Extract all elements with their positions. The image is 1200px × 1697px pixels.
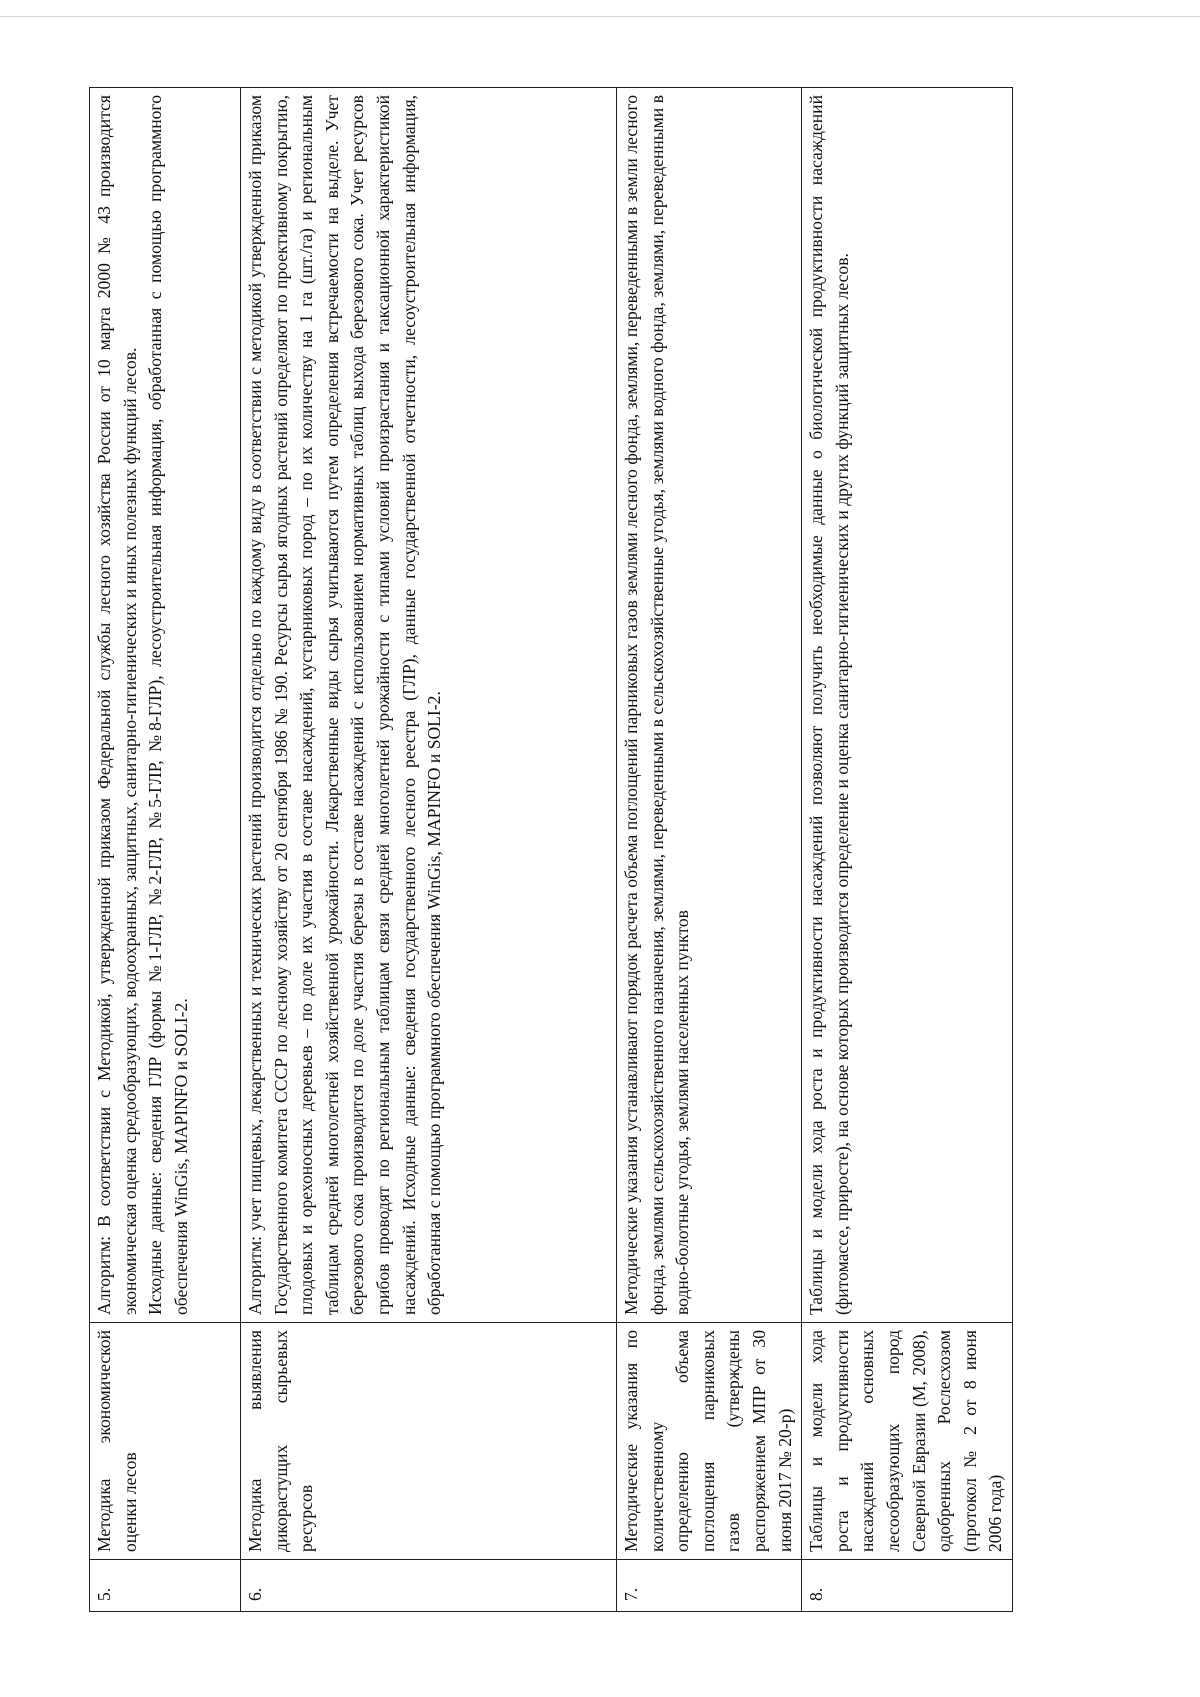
description-paragraph: Исходные данные: сведения ГЛР (формы №1-ГЛР, №2-ГЛР, №5-ГЛР, №8-ГЛР), лесоустроительная информация, обработанная с помощью программного обеспечения WinGis, MAPINFO и SOLI-2. — [145, 95, 191, 1315]
row-number: 7. — [617, 1560, 802, 1612]
table-row — [802, 88, 1013, 1612]
method-description — [241, 88, 617, 1323]
methods-table — [89, 87, 1119, 1612]
description-paragraph: Алгоритм: учет пищевых, лекарственных и технических растений производится отдельно по каждому виду в соответствии с методикой утвержденной приказом Государственного комитета СССР по лесному хозяйству от 20 сентября 1986 № 190. Ресурсы сырья ягодных растений определяют по проективному покрытию, плодовых и орехоносных деревьев – по доле их участия в составе насаждений, кустарниковых пород – по их количеству на 1 га (шт./га) и региональным таблицам средней многолетней хозяйственной урожайности. Лекарственные виды сырья учитываются путем определения встречаемости на выделе. Учет березового сока производится по доле участия березы в составе насаждений с использованием нормативных таблиц выхода березового сока. Учет ресурсов грибов проводят по региональным таблицам связи средней многолетней урожайности с типами условий произрастания и таксационной характеристикой насаждений. Исходные данные: сведения государственного лесного реестра (ГЛР), данные государственной отчетности, лесоустроительная информация, обработанная с помощью программного обеспечения WinGis, MAPINFO и SOLI-2. — [245, 95, 445, 1315]
method-name: Методические указания по количественному определению объема поглощения парниковых газов (утверждены распоряжением МПР от 30 июня 2017 № 20-р) — [617, 1323, 802, 1560]
method-name: Таблицы и модели хода роста и продуктивности насаждений основных лесообразующих пород Северной Евразии (М, 2008), одобренных Рослесхозом (протокол № 2 от 8 июня 2006 года) — [802, 1323, 1013, 1560]
table-filler — [1012, 88, 1119, 1612]
row-number: 6. — [241, 1560, 617, 1612]
row-number: 8. — [802, 1560, 1013, 1612]
table-row — [241, 88, 617, 1612]
table-row — [90, 88, 241, 1612]
description-paragraph: Алгоритм: В соответствии с Методикой, утвержденной приказом Федеральной службы лесного хозяйства России от 10 марта 2000 № 43 производится экономическая оценка средообразующих, водоохранных, защитных, санитарно-гигиенических и иных полезных функций лесов. — [94, 95, 140, 1315]
method-description — [802, 88, 1013, 1323]
method-name: Методика экономической оценки лесов — [90, 1323, 241, 1560]
description-paragraph: Таблицы и модели хода роста и продуктивности насаждений позволяют получить необходимые данные о биологической продуктивности насаждений (фитомассе, приросте), на основе которых производится определение и оценка санитарно-гигиенических и других функций защитных лесов. — [806, 95, 852, 1315]
method-name: Методика выявления дикорастущих сырьевых ресурсов — [241, 1323, 617, 1560]
scan-edge-line — [0, 16, 1200, 17]
rotated-page-content — [89, 87, 1119, 1612]
description-paragraph: Методические указания устанавливают порядок расчета объема поглощений парниковых газов землями лесного фонда, землями, переведенными в земли лесного фонда, землями сельскохозяйственного назначения, землями, переведенными в сельскохозяйственные угодья, землями водного фонда, землями, переведенными в водно-болотные угодья, землями населенных пунктов — [621, 95, 693, 1315]
method-description — [617, 88, 802, 1323]
row-number: 5. — [90, 1560, 241, 1612]
table-row — [617, 88, 802, 1612]
method-description — [90, 88, 241, 1323]
